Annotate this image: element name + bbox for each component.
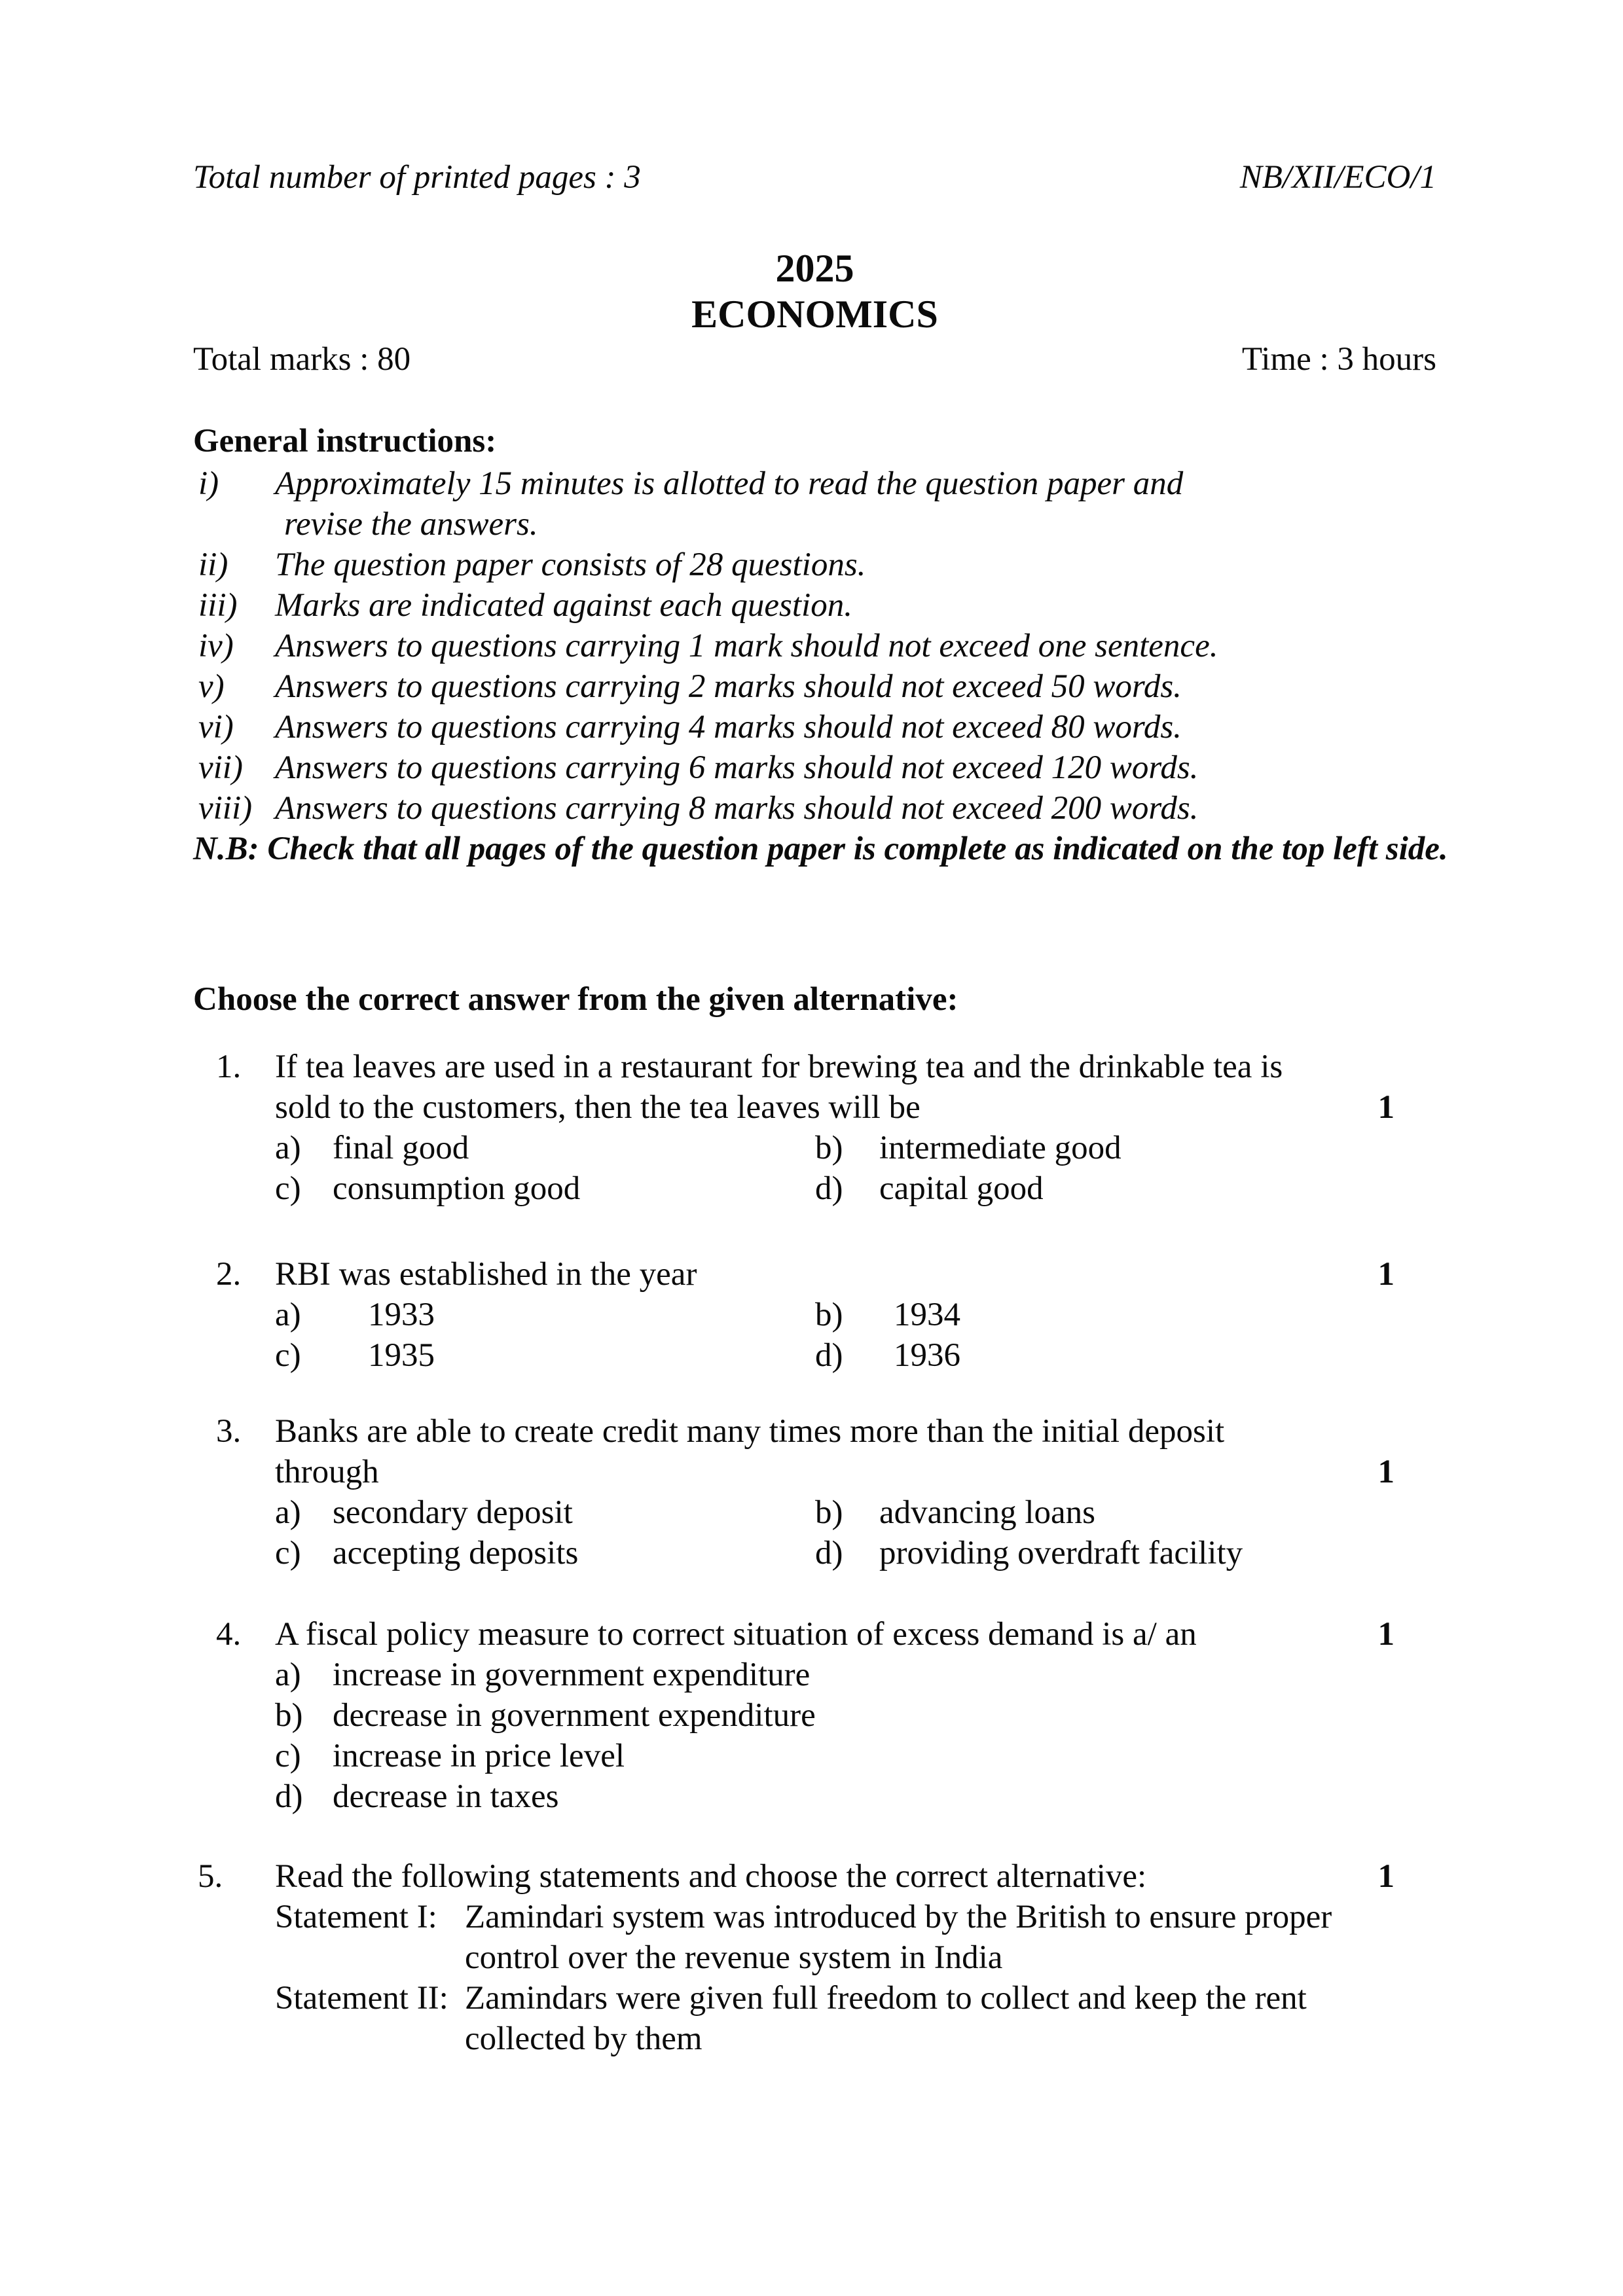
nb-note: N.B: Check that all pages of the question paper is complete as indicated on the top left side. xyxy=(193,831,1448,867)
instruction-iv xyxy=(193,626,1436,666)
question-5-text: Read the following statements and choose the correct alternative: xyxy=(275,1858,1147,1895)
total-marks: Total marks : 80 xyxy=(193,341,411,378)
question-5-statement-1 xyxy=(193,1897,1436,1937)
question-4-line-1 xyxy=(193,1614,1436,1655)
option-4c-label: c) xyxy=(275,1738,301,1774)
option-3b-text: advancing loans xyxy=(879,1494,1095,1531)
statement-2-label: Statement II: xyxy=(275,1980,448,2017)
instruction-v-number: v) xyxy=(198,668,225,705)
question-4-text: A fiscal policy measure to correct situation of excess demand is a/ an xyxy=(275,1616,1197,1653)
option-2c-text: 1935 xyxy=(368,1337,435,1374)
option-2b xyxy=(815,1295,1436,1335)
question-2-marks: 1 xyxy=(1377,1256,1395,1293)
option-3c xyxy=(275,1533,815,1573)
option-4b xyxy=(275,1695,1436,1736)
option-1b xyxy=(815,1128,1436,1168)
option-4d-text: decrease in taxes xyxy=(333,1778,559,1815)
question-1-line-1 xyxy=(193,1047,1436,1087)
question-2-options xyxy=(275,1295,1436,1376)
question-1-line-2: sold to the customers, then the tea leaves will be xyxy=(275,1089,921,1126)
option-1c-label: c) xyxy=(275,1170,301,1207)
option-3b xyxy=(815,1492,1436,1533)
instruction-ii-number: ii) xyxy=(198,547,228,583)
option-3d-text: providing overdraft facility xyxy=(879,1535,1243,1571)
question-1-number: 1. xyxy=(216,1049,242,1085)
question-3-marks: 1 xyxy=(1377,1454,1395,1490)
option-1c xyxy=(275,1168,815,1209)
instruction-ii xyxy=(193,545,1436,585)
option-2d-label: d) xyxy=(815,1337,843,1374)
instruction-viii-number: viii) xyxy=(198,790,253,827)
instruction-iv-number: iv) xyxy=(198,628,234,664)
option-3a xyxy=(275,1492,815,1533)
instruction-iv-text: Answers to questions carrying 1 mark should not exceed one sentence. xyxy=(275,628,1218,664)
option-1c-text: consumption good xyxy=(333,1170,581,1207)
option-2a-text: 1933 xyxy=(368,1297,435,1333)
option-2a xyxy=(275,1295,815,1335)
option-3c-label: c) xyxy=(275,1535,301,1571)
option-4a xyxy=(275,1655,1436,1695)
question-3-line-1 xyxy=(193,1411,1436,1452)
option-4c-text: increase in price level xyxy=(333,1738,625,1774)
printed-pages-note: Total number of printed pages : 3 xyxy=(193,159,641,196)
question-5-line-1 xyxy=(193,1856,1436,1897)
option-2b-label: b) xyxy=(815,1297,843,1333)
option-2c-label: c) xyxy=(275,1337,301,1374)
question-3-options xyxy=(275,1492,1436,1573)
general-instructions-list xyxy=(193,463,1436,829)
option-4a-text: increase in government expenditure xyxy=(333,1657,811,1693)
option-4d xyxy=(275,1776,1436,1817)
question-2-line-1 xyxy=(193,1254,1436,1295)
instruction-viii-text: Answers to questions carrying 8 marks should not exceed 200 words. xyxy=(275,790,1199,827)
question-4-marks: 1 xyxy=(1377,1616,1395,1653)
marks-time-row xyxy=(193,339,1436,380)
section-heading: Choose the correct answer from the given alternative: xyxy=(193,981,958,1018)
instruction-viii xyxy=(193,788,1436,829)
question-2-text: RBI was established in the year xyxy=(275,1256,697,1293)
instruction-i-text: Approximately 15 minutes is allotted to read the question paper and xyxy=(275,465,1184,502)
question-2 xyxy=(193,1254,1436,1376)
option-3a-label: a) xyxy=(275,1494,301,1531)
exam-subject: ECONOMICS xyxy=(691,293,938,336)
question-4-number: 4. xyxy=(216,1616,242,1653)
option-4b-label: b) xyxy=(275,1697,303,1734)
option-1a xyxy=(275,1128,815,1168)
instruction-iii xyxy=(193,585,1436,626)
question-1-options xyxy=(275,1128,1436,1209)
instruction-vi-text: Answers to questions carrying 4 marks should not exceed 80 words. xyxy=(275,709,1182,745)
question-5-number: 5. xyxy=(198,1858,223,1895)
question-1 xyxy=(193,1047,1436,1209)
instruction-vii-text: Answers to questions carrying 6 marks should not exceed 120 words. xyxy=(275,749,1199,786)
option-1a-text: final good xyxy=(333,1130,469,1166)
question-1-marks: 1 xyxy=(1377,1089,1395,1126)
statement-2-text: Zamindars were given full freedom to collect and keep the rent xyxy=(465,1980,1307,2017)
instruction-ii-text: The question paper consists of 28 questions. xyxy=(275,547,866,583)
question-1-text: If tea leaves are used in a restaurant for brewing tea and the drinkable tea is xyxy=(275,1049,1283,1085)
question-2-number: 2. xyxy=(216,1256,242,1293)
question-5 xyxy=(193,1856,1436,2059)
instruction-vi-number: vi) xyxy=(198,709,234,745)
instruction-vi xyxy=(193,707,1436,747)
question-3-number: 3. xyxy=(216,1413,242,1450)
option-3d-label: d) xyxy=(815,1535,843,1571)
instruction-iii-text: Marks are indicated against each question. xyxy=(275,587,852,624)
option-3c-text: accepting deposits xyxy=(333,1535,579,1571)
question-4-options xyxy=(275,1655,1436,1817)
question-5-statement-2 xyxy=(193,1978,1436,2018)
option-4c xyxy=(275,1736,1436,1776)
question-4 xyxy=(193,1614,1436,1817)
instruction-i-text-line-2: revise the answers. xyxy=(284,506,538,543)
statement-1-label: Statement I: xyxy=(275,1899,437,1935)
instruction-iii-number: iii) xyxy=(198,587,238,624)
option-1a-label: a) xyxy=(275,1130,301,1166)
option-2a-label: a) xyxy=(275,1297,301,1333)
exam-time: Time : 3 hours xyxy=(1241,341,1436,378)
instruction-v-text: Answers to questions carrying 2 marks should not exceed 50 words. xyxy=(275,668,1182,705)
question-3 xyxy=(193,1411,1436,1573)
general-instructions-heading: General instructions: xyxy=(193,423,497,459)
instruction-vii xyxy=(193,747,1436,788)
question-3-line-2: through xyxy=(275,1454,379,1490)
option-2c xyxy=(275,1335,815,1376)
option-3b-label: b) xyxy=(815,1494,843,1531)
option-2b-text: 1934 xyxy=(894,1297,960,1333)
option-3a-text: secondary deposit xyxy=(333,1494,573,1531)
statement-1-text-line-2: control over the revenue system in India xyxy=(465,1939,1003,1976)
question-3-text: Banks are able to create credit many times more than the initial deposit xyxy=(275,1413,1225,1450)
instruction-v xyxy=(193,666,1436,707)
paper-code: NB/XII/ECO/1 xyxy=(1239,159,1436,196)
option-4d-label: d) xyxy=(275,1778,303,1815)
option-2d xyxy=(815,1335,1436,1376)
option-1b-text: intermediate good xyxy=(879,1130,1122,1166)
option-2d-text: 1936 xyxy=(894,1337,960,1374)
option-1b-label: b) xyxy=(815,1130,843,1166)
statement-1-text: Zamindari system was introduced by the British to ensure proper xyxy=(465,1899,1332,1935)
page-header xyxy=(193,157,1436,198)
option-1d-label: d) xyxy=(815,1170,843,1207)
option-1d xyxy=(815,1168,1436,1209)
instruction-i xyxy=(193,463,1436,504)
option-4b-text: decrease in government expenditure xyxy=(333,1697,816,1734)
option-3d xyxy=(815,1533,1436,1573)
option-1d-text: capital good xyxy=(879,1170,1044,1207)
instruction-vii-number: vii) xyxy=(198,749,243,786)
statement-2-text-line-2: collected by them xyxy=(465,2020,702,2057)
option-4a-label: a) xyxy=(275,1657,301,1693)
exam-year: 2025 xyxy=(775,247,854,290)
instruction-i-number: i) xyxy=(198,465,219,502)
question-5-marks: 1 xyxy=(1377,1858,1395,1895)
